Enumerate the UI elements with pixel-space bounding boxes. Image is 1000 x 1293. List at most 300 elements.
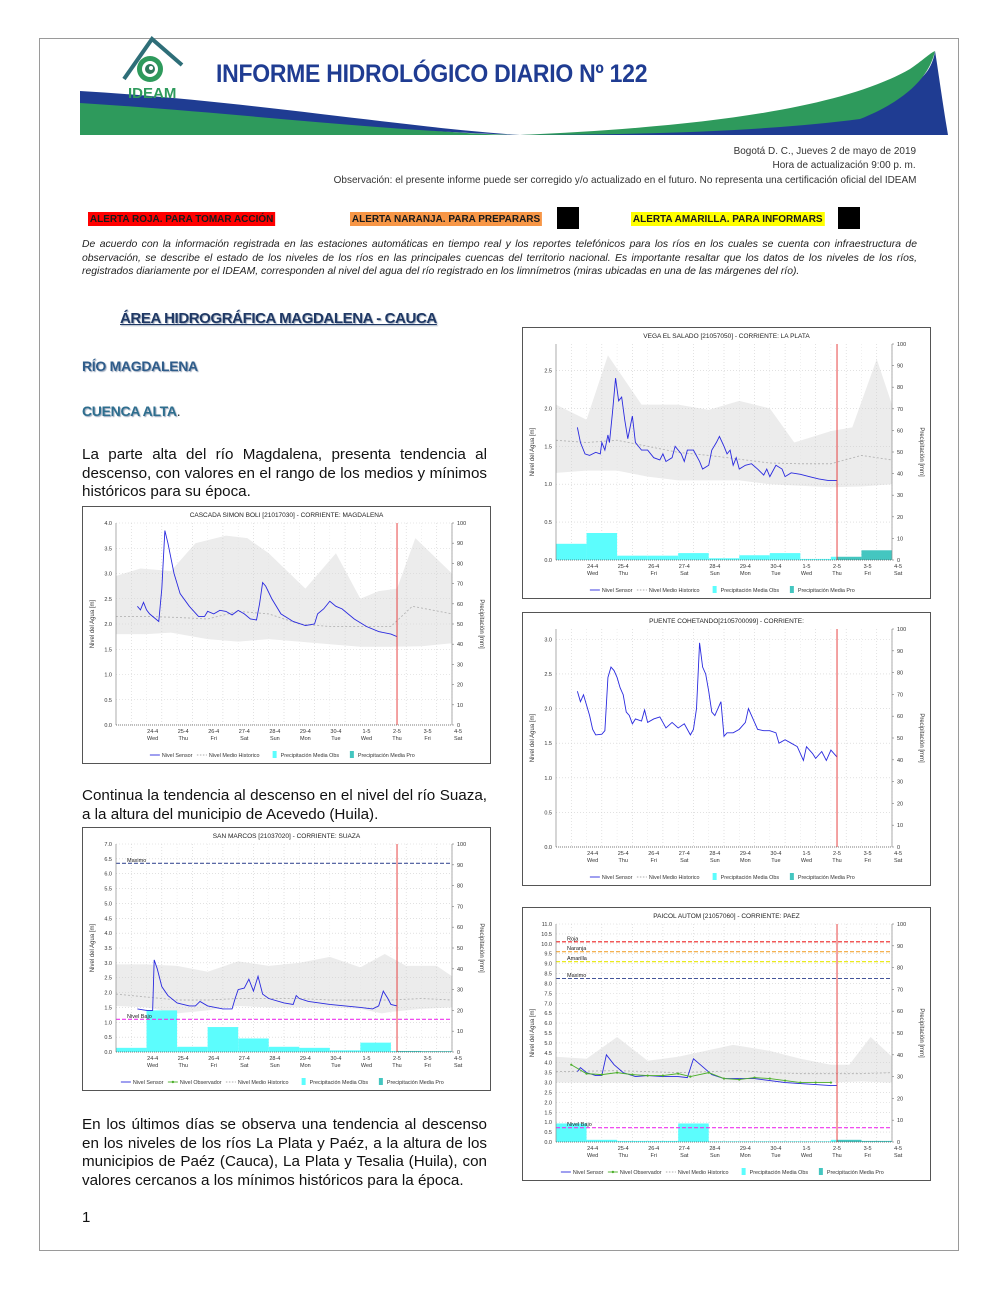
- y2-tick-label: 30: [457, 662, 464, 669]
- x-tick-weekday: Fri: [864, 1153, 871, 1159]
- x-tick-date: 26-4: [648, 851, 660, 857]
- y2-tick-label: 10: [897, 536, 904, 543]
- x-tick-date: 3-5: [863, 1146, 872, 1152]
- y2-tick-label: 100: [897, 922, 907, 928]
- legend-swatch: [350, 751, 354, 758]
- observador-point: [647, 1075, 649, 1077]
- y-tick-label: 6.5: [544, 1011, 552, 1018]
- x-tick-weekday: Wed: [587, 571, 599, 577]
- y-tick-label: 1.5: [544, 1110, 552, 1117]
- y-tick-label: 0.5: [544, 810, 552, 817]
- y2-tick-label: 30: [897, 779, 904, 786]
- x-tick-weekday: Sun: [269, 1063, 280, 1069]
- x-tick-date: 2-5: [393, 729, 401, 735]
- y-tick-label: 0.5: [544, 1130, 552, 1137]
- y-tick-label: 1.5: [104, 1005, 112, 1012]
- x-tick-date: 26-4: [648, 564, 660, 570]
- x-tick-date: 2-5: [833, 564, 841, 570]
- y-tick-label: 3.0: [544, 637, 552, 644]
- alert-yellow-label: ALERTA AMARILLA. PARA INFORMARS: [632, 213, 823, 225]
- x-tick-weekday: Fri: [864, 571, 871, 577]
- y2-tick-label: 70: [457, 904, 464, 911]
- x-tick-date: 2-5: [393, 1056, 401, 1062]
- y2-axis-label: Precipitación [mm]: [918, 713, 924, 763]
- area-heading: ÁREA HIDROGRÁFICA MAGDALENA - CAUCA: [120, 310, 437, 327]
- precip-pro-bar: [861, 550, 892, 560]
- observador-point: [601, 1074, 603, 1076]
- basin-heading-suffix: .: [176, 403, 181, 419]
- threshold-label: Naranja: [567, 946, 587, 953]
- x-tick-date: 25-4: [177, 729, 189, 735]
- x-tick-date: 2-5: [833, 851, 841, 857]
- x-tick-date: 27-4: [678, 1146, 690, 1152]
- observador-point: [689, 1076, 691, 1078]
- observador-point: [753, 1076, 755, 1078]
- x-tick-weekday: Sun: [269, 736, 280, 742]
- x-tick-date: 25-4: [617, 1146, 629, 1152]
- y-tick-label: 1.0: [104, 1020, 112, 1027]
- x-tick-date: 4-5: [454, 729, 463, 735]
- x-tick-date: 25-4: [617, 564, 629, 570]
- y-tick-label: 0.0: [544, 1140, 552, 1146]
- y2-tick-label: 30: [897, 1074, 904, 1081]
- threshold-label: Maximo: [127, 857, 147, 864]
- y-tick-label: 10.5: [541, 931, 552, 938]
- y2-axis-label: Precipitación [mm]: [918, 427, 924, 477]
- x-tick-date: 3-5: [863, 564, 872, 570]
- precip-obs-bar: [678, 553, 709, 560]
- x-tick-weekday: Tue: [331, 1063, 341, 1069]
- x-tick-date: 1-5: [362, 729, 371, 735]
- legend-item: Precipitación Media Pro: [386, 1080, 444, 1086]
- y2-tick-label: 20: [897, 514, 904, 521]
- x-tick-weekday: Tue: [771, 571, 781, 577]
- y2-tick-label: 100: [457, 842, 467, 848]
- location-date: Bogotá D. C., Jueves 2 de mayo de 2019: [733, 145, 916, 157]
- y-tick-label: 2.5: [544, 368, 552, 375]
- y2-tick-label: 80: [457, 561, 464, 568]
- y2-tick-label: 100: [457, 521, 467, 527]
- y-tick-label: 1.5: [104, 647, 112, 654]
- y-tick-label: 4.5: [544, 1050, 552, 1057]
- chart-san-marcos: [82, 827, 491, 1091]
- x-tick-weekday: Thu: [832, 858, 842, 864]
- legend-item: Precipitación Media Pro: [826, 1170, 884, 1176]
- x-tick-weekday: Fri: [864, 858, 871, 864]
- y-tick-label: 1.0: [104, 672, 112, 679]
- y2-tick-label: 60: [897, 1009, 904, 1016]
- y-axis-label: Nivel del Agua [m]: [90, 923, 96, 973]
- y2-tick-label: 100: [897, 342, 907, 348]
- x-tick-weekday: Fri: [650, 571, 657, 577]
- y-tick-label: 1.0: [544, 775, 552, 782]
- observation-note: Observación: el presente informe puede ser corregido y/o actualizado en el futuro. No representa una certificación oficial del IDEAM: [333, 174, 916, 186]
- y-tick-label: 5.5: [104, 886, 112, 893]
- x-tick-date: 4-5: [894, 851, 903, 857]
- y-tick-label: 5.0: [104, 901, 112, 908]
- x-tick-date: 28-4: [269, 1056, 281, 1062]
- observador-point: [784, 1079, 786, 1081]
- y-tick-label: 0.5: [544, 520, 552, 527]
- y2-tick-label: 50: [897, 1031, 904, 1037]
- x-tick-weekday: Thu: [178, 736, 188, 742]
- y-tick-label: 2.5: [544, 671, 552, 678]
- y-tick-label: 0.0: [544, 845, 552, 851]
- x-tick-date: 27-4: [678, 564, 690, 570]
- legend-swatch: [713, 586, 717, 593]
- y-tick-label: 8.0: [544, 981, 552, 988]
- y2-tick-label: 40: [897, 1052, 904, 1059]
- legend-swatch-dot: [172, 1081, 174, 1083]
- x-tick-date: 26-4: [208, 1056, 220, 1062]
- legend-item: Nivel Sensor: [572, 1170, 604, 1176]
- x-tick-date: 28-4: [709, 851, 721, 857]
- legend-item: Nivel Sensor: [132, 1080, 164, 1086]
- legend-item: Nivel Medio Historico: [208, 753, 260, 759]
- y-tick-label: 9.5: [544, 951, 552, 958]
- y-axis-label: Nivel del Agua [m]: [530, 713, 536, 763]
- x-tick-date: 25-4: [617, 851, 629, 857]
- x-tick-weekday: Wed: [147, 1063, 159, 1069]
- logo-text: IDEAM: [128, 85, 177, 102]
- precip-obs-bar: [269, 1047, 300, 1052]
- y2-axis-label: Precipitación [mm]: [478, 599, 484, 649]
- alert-red-label: ALERTA ROJA. PARA TOMAR ACCIÓN: [89, 213, 274, 225]
- y-tick-label: 1.5: [544, 444, 552, 451]
- x-tick-weekday: Fri: [424, 1063, 431, 1069]
- x-tick-weekday: Wed: [800, 858, 813, 864]
- x-tick-date: 4-5: [894, 1146, 903, 1152]
- x-tick-date: 24-4: [587, 851, 599, 857]
- y2-tick-label: 20: [897, 801, 904, 808]
- x-tick-date: 1-5: [802, 1146, 811, 1152]
- observador-point: [616, 1072, 618, 1074]
- y2-tick-label: 30: [897, 493, 904, 500]
- y-tick-label: 6.0: [104, 871, 112, 878]
- y-tick-label: 3.0: [544, 1080, 552, 1087]
- x-tick-date: 30-4: [770, 851, 782, 857]
- legend-item: Nivel Sensor: [601, 875, 633, 881]
- y2-tick-label: 20: [457, 1008, 464, 1015]
- x-tick-date: 27-4: [678, 851, 690, 857]
- legend-item: Precipitación Media Pro: [797, 875, 855, 881]
- chart-svg: [523, 328, 930, 598]
- precip-obs-bar: [739, 555, 770, 560]
- y2-tick-label: 10: [457, 702, 464, 709]
- precip-obs-bar: [299, 1048, 330, 1052]
- y-axis-label: Nivel del Agua [m]: [90, 599, 96, 649]
- y-tick-label: 2.5: [104, 975, 112, 982]
- threshold-label: Nivel Bajo: [567, 1122, 592, 1129]
- legend-item: Precipitación Media Pro: [797, 588, 855, 594]
- x-tick-weekday: Tue: [771, 1153, 781, 1159]
- intro-paragraph: De acuerdo con la información registrada en las estaciones automáticas en tiempo real y los reportes telefónicos para los ríos en los cuales se cuenta con infraestructura de observación, se describe el estado de los niveles de los ríos en las principales cuencas del territorio nacional. Es importante resaltar que los datos de los niveles de los ríos, registrados diariamente por el IDEAM, corresponden al nivel del agua del río registrado en los limnímetros (miras ubicadas en una de las márgenes del río).: [82, 239, 917, 277]
- y2-axis-label: Precipitación [mm]: [478, 923, 484, 973]
- y2-tick-label: 30: [457, 987, 464, 994]
- x-tick-weekday: Sun: [709, 571, 720, 577]
- x-tick-weekday: Sat: [680, 571, 689, 577]
- x-tick-weekday: Tue: [331, 736, 341, 742]
- x-tick-date: 29-4: [739, 1146, 751, 1152]
- y2-tick-label: 80: [897, 670, 904, 677]
- y-axis-label: Nivel del Agua [m]: [530, 1008, 536, 1058]
- observador-point: [738, 1078, 740, 1080]
- x-tick-weekday: Sun: [709, 1153, 720, 1159]
- legend-swatch: [379, 1078, 383, 1085]
- threshold-label: Roja: [567, 936, 579, 943]
- y2-tick-label: 20: [457, 682, 464, 689]
- y2-tick-label: 70: [897, 692, 904, 699]
- x-tick-weekday: Thu: [392, 736, 402, 742]
- chart-paicol: [522, 907, 931, 1181]
- y2-tick-label: 90: [897, 363, 904, 370]
- y2-tick-label: 0: [457, 723, 461, 729]
- x-tick-weekday: Sun: [709, 858, 720, 864]
- chart-vega-el-salado: [522, 327, 931, 599]
- y-tick-label: 2.5: [544, 1090, 552, 1097]
- precip-obs-bar: [116, 1048, 147, 1052]
- y-tick-label: 1.0: [544, 1120, 552, 1127]
- x-tick-weekday: Sat: [680, 1153, 689, 1159]
- legend-item: Nivel Medio Historico: [237, 1080, 289, 1086]
- y-tick-label: 2.0: [104, 622, 112, 628]
- y-axis-label: Nivel del Agua [m]: [530, 427, 536, 477]
- chart-title: CASCADA SIMON BOLI [21017030] - CORRIENTE: MAGDALENA: [189, 512, 384, 519]
- precip-obs-bar: [770, 553, 801, 560]
- x-tick-date: 30-4: [330, 729, 342, 735]
- threshold-label: Maximo: [567, 973, 587, 979]
- x-tick-date: 24-4: [147, 1056, 159, 1062]
- y2-tick-label: 70: [897, 406, 904, 413]
- x-tick-weekday: Sat: [240, 1063, 249, 1069]
- chart-svg: [83, 507, 490, 763]
- chart-puente-cohetando: [522, 612, 931, 886]
- y-tick-label: 2.5: [104, 596, 112, 603]
- redaction-block: [838, 207, 860, 229]
- x-tick-date: 28-4: [269, 729, 281, 735]
- chart-cascada: [82, 506, 491, 764]
- paragraph-magdalena: La parte alta del río Magdalena, presenta tendencia al descenso, con valores en el rango de los medios y mínimos históricos para su época.: [82, 446, 487, 500]
- legend-item: Nivel Medio Historico: [648, 588, 700, 594]
- y2-tick-label: 40: [457, 642, 464, 649]
- y-tick-label: 1.5: [544, 741, 552, 748]
- x-tick-date: 25-4: [177, 1056, 189, 1062]
- x-tick-weekday: Thu: [178, 1063, 188, 1069]
- precip-obs-bar: [177, 1047, 208, 1052]
- y-tick-label: 0.0: [104, 1050, 112, 1056]
- y-tick-label: 2.0: [104, 990, 112, 997]
- x-tick-date: 29-4: [739, 564, 751, 570]
- x-tick-date: 29-4: [299, 1056, 311, 1062]
- legend-swatch: [302, 1078, 306, 1085]
- y2-tick-label: 90: [457, 541, 464, 548]
- x-tick-weekday: Thu: [832, 571, 842, 577]
- redaction-block: [557, 207, 579, 229]
- x-tick-date: 3-5: [423, 729, 432, 735]
- precip-pro-bar: [837, 557, 861, 560]
- x-tick-weekday: Wed: [360, 736, 373, 742]
- y-tick-label: 4.0: [104, 931, 112, 938]
- precip-obs-bar: [238, 1038, 269, 1052]
- x-tick-date: 24-4: [147, 729, 159, 735]
- legend-swatch: [790, 873, 794, 880]
- x-tick-weekday: Wed: [800, 1153, 813, 1159]
- y-tick-label: 0.0: [104, 723, 112, 729]
- river-heading: RÍO MAGDALENA: [82, 358, 198, 374]
- y-tick-label: 4.0: [104, 521, 112, 527]
- x-tick-date: 26-4: [648, 1146, 660, 1152]
- x-tick-weekday: Sat: [893, 571, 903, 577]
- y2-tick-label: 0: [897, 558, 901, 564]
- precip-obs-bar: [648, 556, 679, 560]
- y2-tick-label: 50: [457, 622, 464, 628]
- legend-swatch: [790, 586, 794, 593]
- chart-title: SAN MARCOS [21037020] - CORRIENTE: SUAZA: [212, 833, 361, 840]
- y2-tick-label: 10: [457, 1029, 464, 1036]
- y2-tick-label: 60: [897, 714, 904, 721]
- y2-tick-label: 60: [457, 601, 464, 608]
- legend-item: Nivel Sensor: [601, 588, 633, 594]
- y-tick-label: 7.5: [544, 991, 552, 998]
- x-tick-date: 29-4: [739, 851, 751, 857]
- precip-obs-bar: [587, 533, 618, 560]
- x-tick-weekday: Fri: [210, 1063, 217, 1069]
- x-tick-weekday: Fri: [210, 736, 217, 742]
- y2-tick-label: 70: [897, 987, 904, 994]
- x-tick-date: 1-5: [802, 564, 811, 570]
- x-tick-date: 30-4: [770, 564, 782, 570]
- x-tick-date: 28-4: [709, 564, 721, 570]
- x-tick-date: 1-5: [802, 851, 811, 857]
- x-tick-date: 3-5: [863, 851, 872, 857]
- y2-tick-label: 100: [897, 627, 907, 633]
- x-tick-weekday: Sat: [680, 858, 689, 864]
- x-tick-date: 30-4: [330, 1056, 342, 1062]
- x-tick-weekday: Mon: [740, 1153, 751, 1159]
- y2-tick-label: 90: [897, 943, 904, 950]
- y-tick-label: 0.5: [104, 1035, 112, 1042]
- y2-tick-label: 60: [897, 428, 904, 435]
- legend-item: Precipitación Media Obs: [309, 1080, 369, 1086]
- x-tick-weekday: Wed: [587, 1153, 599, 1159]
- update-time: Hora de actualización 9:00 p. m.: [772, 159, 916, 171]
- x-tick-weekday: Thu: [392, 1063, 402, 1069]
- y2-tick-label: 90: [457, 862, 464, 869]
- report-title: INFORME HIDROLÓGICO DIARIO Nº 122: [216, 60, 648, 88]
- y-tick-label: 9.0: [544, 961, 552, 968]
- x-tick-date: 3-5: [423, 1056, 432, 1062]
- y2-tick-label: 40: [457, 966, 464, 973]
- y2-tick-label: 70: [457, 581, 464, 588]
- y-tick-label: 0.5: [104, 697, 112, 704]
- y-tick-label: 2.0: [544, 406, 552, 413]
- x-tick-weekday: Mon: [740, 858, 751, 864]
- x-tick-weekday: Sat: [893, 858, 903, 864]
- chart-svg: [523, 613, 930, 885]
- x-tick-date: 4-5: [454, 1056, 463, 1062]
- x-tick-date: 28-4: [709, 1146, 721, 1152]
- y-tick-label: 3.0: [104, 571, 112, 578]
- chart-title: PAICOL AUTOM [21057060] - CORRIENTE: PAEZ: [653, 913, 800, 920]
- x-tick-weekday: Wed: [360, 1063, 373, 1069]
- chart-svg: [523, 908, 930, 1180]
- y-tick-label: 7.0: [544, 1001, 552, 1008]
- y2-tick-label: 80: [457, 883, 464, 890]
- x-tick-weekday: Mon: [300, 1063, 311, 1069]
- x-tick-weekday: Thu: [618, 571, 628, 577]
- y2-tick-label: 20: [897, 1096, 904, 1103]
- x-tick-weekday: Fri: [424, 736, 431, 742]
- y2-tick-label: 10: [897, 823, 904, 830]
- x-tick-weekday: Thu: [618, 1153, 628, 1159]
- y-tick-label: 3.5: [104, 946, 112, 952]
- precip-obs-bar: [360, 1043, 391, 1052]
- alert-orange-label: ALERTA NARANJA. PARA PREPARARS: [351, 213, 541, 225]
- observador-point: [723, 1077, 725, 1079]
- basin-heading: [82, 403, 180, 419]
- y2-tick-label: 0: [897, 845, 901, 851]
- x-tick-weekday: Thu: [832, 1153, 842, 1159]
- observador-point: [769, 1077, 771, 1079]
- x-tick-date: 26-4: [208, 729, 220, 735]
- y2-tick-label: 40: [897, 471, 904, 478]
- y-tick-label: 0.0: [544, 558, 552, 564]
- paragraph-laplata-paez: En los últimos días se observa una tendencia al descenso en los niveles de los ríos La Plata y Paéz, a la altura de los municipios de Paéz (Cauca), La Plata y Tesalia (Huila), con valores cercanos a los mínimos históricos para la época.: [82, 1116, 487, 1189]
- x-tick-weekday: Sat: [240, 736, 249, 742]
- precip-obs-bar: [556, 544, 587, 560]
- observador-point: [585, 1073, 587, 1075]
- y-tick-label: 8.5: [544, 971, 552, 978]
- x-tick-weekday: Wed: [587, 858, 599, 864]
- x-tick-weekday: Fri: [650, 858, 657, 864]
- y-tick-label: 2.0: [544, 706, 552, 713]
- x-tick-date: 24-4: [587, 1146, 599, 1152]
- y2-tick-label: 0: [457, 1050, 461, 1056]
- y2-tick-label: 50: [897, 736, 904, 742]
- precip-obs-bar: [678, 1123, 709, 1142]
- x-tick-weekday: Sat: [893, 1153, 903, 1159]
- plot-area: [556, 629, 892, 847]
- precip-obs-bar: [208, 1027, 239, 1052]
- legend-swatch-dot: [612, 1171, 614, 1173]
- y-tick-label: 11.0: [541, 922, 552, 928]
- x-tick-date: 2-5: [833, 1146, 841, 1152]
- legend-swatch: [819, 1168, 823, 1175]
- y-tick-label: 2.0: [544, 1100, 552, 1107]
- y-tick-label: 3.5: [104, 546, 112, 553]
- chart-title: PUENTE COHETANDO[2105700099] - CORRIENTE:: [649, 618, 804, 625]
- y-tick-label: 5.0: [544, 1040, 552, 1047]
- legend-item: Nivel Observador: [619, 1170, 662, 1176]
- x-tick-date: 30-4: [770, 1146, 782, 1152]
- observador-point: [708, 1072, 710, 1074]
- y-tick-label: 4.5: [104, 916, 112, 923]
- precip-obs-bar: [831, 557, 837, 560]
- legend-item: Nivel Medio Historico: [677, 1170, 729, 1176]
- legend-item: Precipitación Media Pro: [357, 753, 415, 759]
- y2-axis-label: Precipitación [mm]: [918, 1008, 924, 1058]
- x-tick-date: 24-4: [587, 564, 599, 570]
- x-tick-date: 29-4: [299, 729, 311, 735]
- legend-item: Precipitación Media Obs: [720, 875, 780, 881]
- y2-tick-label: 40: [897, 757, 904, 764]
- page-number: 1: [82, 1209, 91, 1226]
- x-tick-weekday: Sat: [453, 736, 463, 742]
- x-tick-weekday: Wed: [147, 736, 159, 742]
- observador-point: [570, 1064, 572, 1066]
- observador-point: [830, 1081, 832, 1083]
- y2-tick-label: 0: [897, 1140, 901, 1146]
